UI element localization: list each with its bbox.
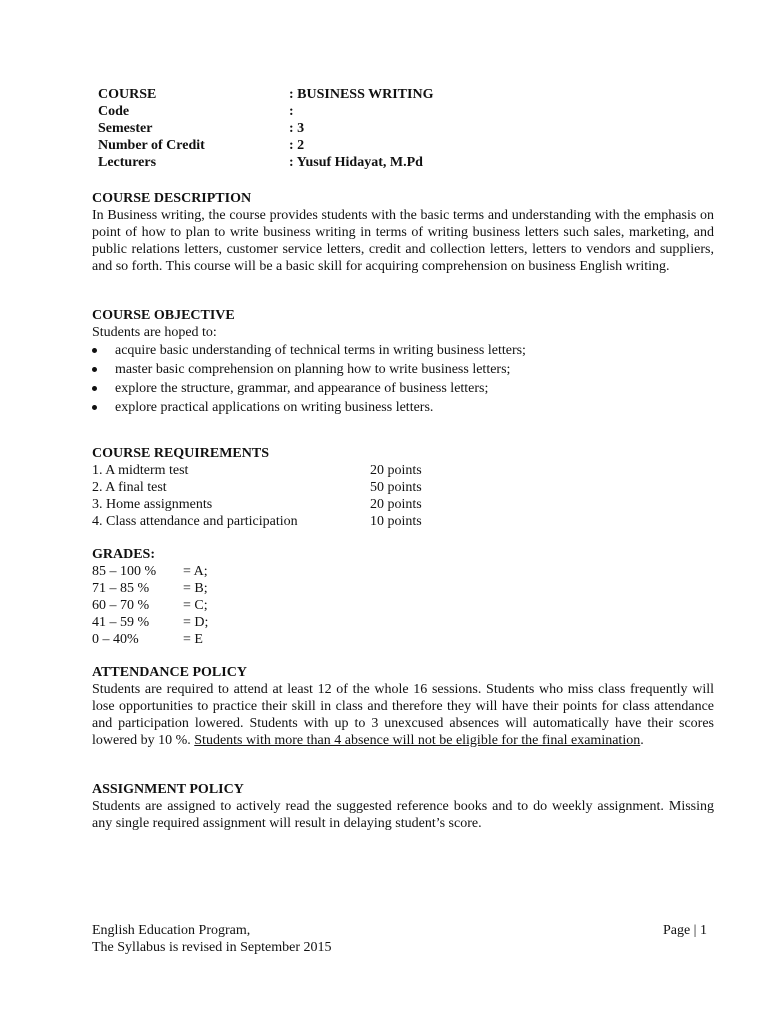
- attendance-policy-end: .: [640, 733, 644, 748]
- course-info-row: [98, 103, 718, 120]
- list-item: [92, 341, 714, 360]
- footer-program: English Education Program,: [92, 923, 251, 938]
- requirement-item: 2. A final test: [92, 480, 167, 495]
- requirement-points: 20 points: [370, 463, 422, 478]
- grade-range: 71 – 85 %: [92, 581, 150, 596]
- course-objective-heading: COURSE OBJECTIVE: [92, 308, 235, 323]
- grade-letter: = C;: [183, 598, 208, 613]
- course-info-value: :: [289, 104, 294, 119]
- course-description-heading: COURSE DESCRIPTION: [92, 191, 252, 206]
- requirement-points: 10 points: [370, 514, 422, 529]
- assignment-policy-heading: ASSIGNMENT POLICY: [92, 782, 244, 797]
- grade-range: 60 – 70 %: [92, 598, 150, 613]
- grade-range: 0 – 40%: [92, 632, 139, 647]
- grades-heading: GRADES:: [92, 547, 156, 562]
- requirement-row: [92, 496, 714, 513]
- objective-list: [92, 341, 714, 417]
- grades-section: [92, 546, 714, 648]
- requirement-points: 50 points: [370, 480, 422, 495]
- page-number: Page | 1: [662, 923, 707, 938]
- list-item: [92, 398, 714, 417]
- grade-range: 41 – 59 %: [92, 615, 150, 630]
- objective-text: explore the structure, grammar, and appearance of business letters;: [115, 381, 489, 396]
- attendance-policy-text: [92, 681, 714, 749]
- grade-letter: = E: [183, 632, 203, 647]
- course-info-label: COURSE: [98, 87, 157, 102]
- course-requirements-section: [92, 445, 714, 530]
- course-info-value: : 3: [289, 121, 305, 136]
- bullet-icon: [92, 386, 97, 391]
- grade-letter: = B;: [183, 581, 208, 596]
- grade-row: [92, 631, 714, 648]
- bullet-icon: [92, 367, 97, 372]
- footer-revised: The Syllabus is revised in September 2015: [92, 940, 332, 955]
- requirement-row: [92, 513, 714, 530]
- course-objective-section: [92, 307, 714, 417]
- course-info-value: : 2: [289, 138, 305, 153]
- requirement-points: 20 points: [370, 497, 422, 512]
- grade-row: [92, 580, 714, 597]
- course-requirements-heading: COURSE REQUIREMENTS: [92, 446, 269, 461]
- course-info-value: : BUSINESS WRITING: [289, 87, 434, 102]
- course-objective-intro: Students are hoped to:: [92, 325, 217, 340]
- requirement-row: [92, 462, 714, 479]
- attendance-policy-heading: ATTENDANCE POLICY: [92, 665, 247, 680]
- course-info-row: [98, 137, 718, 154]
- grade-row: [92, 614, 714, 631]
- course-info-value: : Yusuf Hidayat, M.Pd: [289, 155, 423, 170]
- course-info-label: Semester: [98, 121, 153, 136]
- course-description-section: [92, 190, 714, 275]
- course-info: [98, 86, 718, 171]
- grade-letter: = D;: [183, 615, 209, 630]
- course-info-row: [98, 120, 718, 137]
- list-item: [92, 360, 714, 379]
- attendance-policy-underlined: Students with more than 4 absence will not be eligible for the final examination: [194, 733, 641, 748]
- course-info-label: Code: [98, 104, 130, 119]
- list-item: [92, 379, 714, 398]
- requirement-item: 3. Home assignments: [92, 497, 213, 512]
- bullet-icon: [92, 348, 97, 353]
- objective-text: acquire basic understanding of technical terms in writing business letters;: [115, 343, 526, 358]
- course-description-text: In Business writing, the course provides students with the basic terms and understanding with the emphasis on point of how to plan to write business writing in terms of writing business letters such sales, marketing, and public relations letters, customer service letters, credit and collection letters, letters to vendors and suppliers, and so forth. This course will be a basic skill for acquiring comprehension on business English writing.: [92, 208, 714, 274]
- attendance-policy-section: [92, 664, 714, 749]
- grade-range: 85 – 100 %: [92, 564, 157, 579]
- grade-letter: = A;: [183, 564, 208, 579]
- objective-text: explore practical applications on writing business letters.: [115, 400, 434, 415]
- footer-left: [92, 922, 332, 956]
- requirement-row: [92, 479, 714, 496]
- requirement-item: 1. A midterm test: [92, 463, 189, 478]
- bullet-icon: [92, 405, 97, 410]
- requirement-item: 4. Class attendance and participation: [92, 514, 298, 529]
- course-info-row: [98, 86, 718, 103]
- assignment-policy-text: Students are assigned to actively read the suggested reference books and to do weekly assignment. Missing any single required assignment will result in delaying student’s score.: [92, 799, 714, 831]
- course-info-label: Number of Credit: [98, 138, 205, 153]
- grade-row: [92, 563, 714, 580]
- objective-text: master basic comprehension on planning how to write business letters;: [115, 362, 511, 377]
- attendance-policy-body: Students are required to attend at least 12 of the whole 16 sessions. Students who miss class frequently will lose opportunities to practice their skill in class and therefore they will have their points for class attendance and participation lowered. Students with up to 3 unexcused absences will automatically have their scores lowered by 10 %.: [92, 682, 714, 748]
- grade-row: [92, 597, 714, 614]
- assignment-policy-section: [92, 781, 714, 832]
- course-info-label: Lecturers: [98, 155, 157, 170]
- course-info-row: [98, 154, 718, 171]
